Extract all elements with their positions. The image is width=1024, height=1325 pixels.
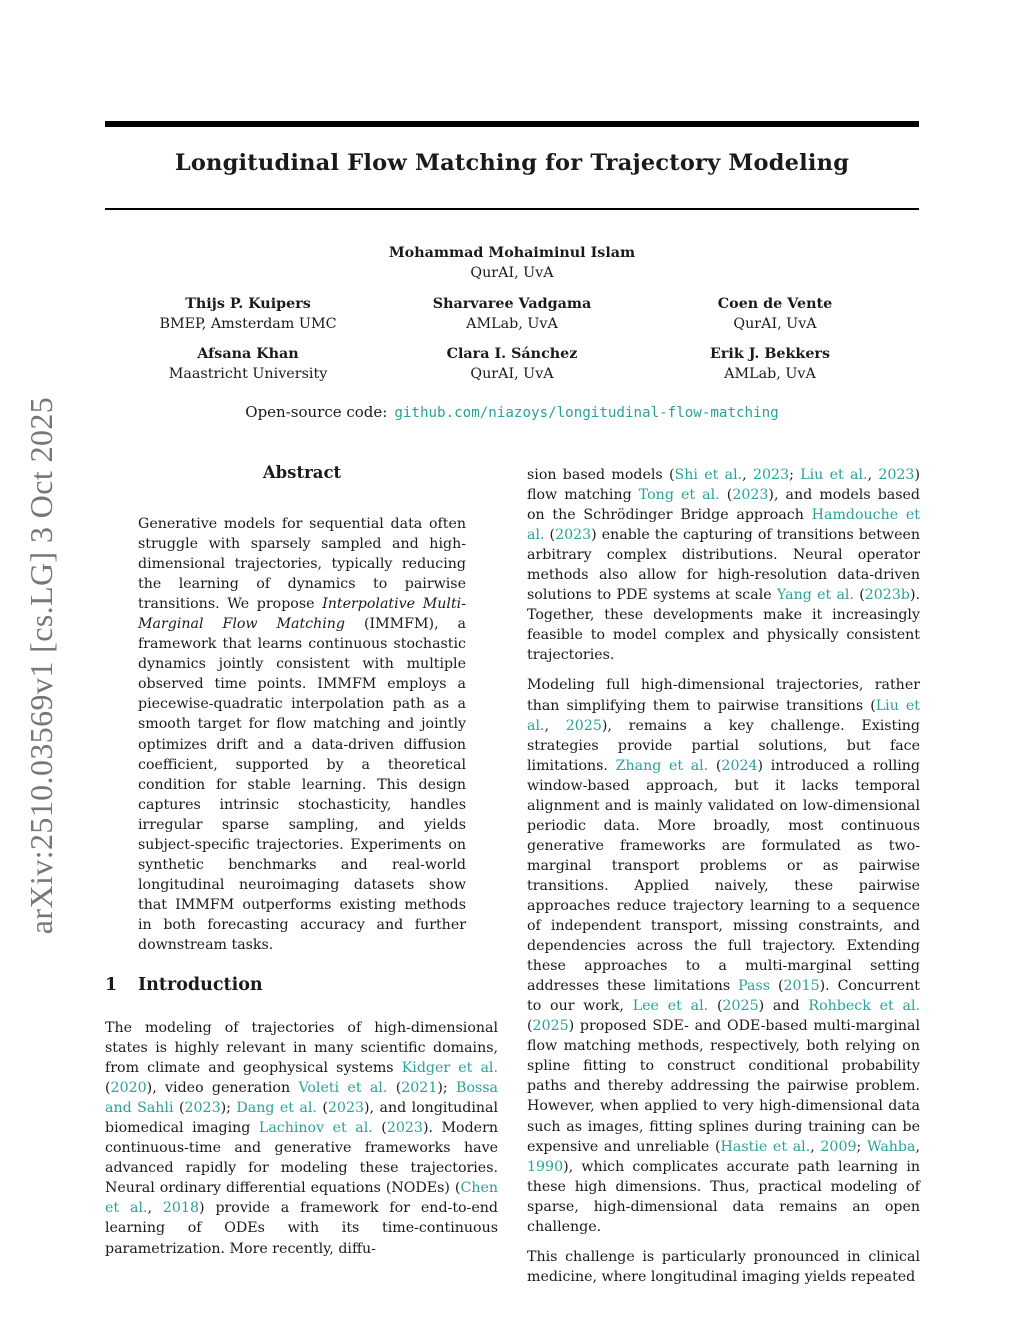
author-affiliation: BMEP, Amsterdam UMC xyxy=(159,316,337,332)
title-top-rule xyxy=(105,121,919,127)
citation-link[interactable]: 2024 xyxy=(721,757,758,774)
abstract-text: Generative models for sequential data often struggle with sparsely sampled and high-dimensional trajectories, typically reducing the learning of dynamics to pairwise transitions. We propose xyxy=(138,516,466,613)
author-affiliation: QurAI, UvA xyxy=(733,316,817,332)
citation-link[interactable]: 2023 xyxy=(386,1120,423,1137)
citation-link[interactable]: Lee et al. xyxy=(632,998,709,1015)
citation-link[interactable]: Rohbeck et al. xyxy=(808,998,921,1015)
author-name: Mohammad Mohaiminul Islam xyxy=(388,245,636,261)
citation-link[interactable]: Hastie et al. xyxy=(720,1138,811,1155)
method-name: Interpolative Multi-Marginal Flow Matching xyxy=(138,596,466,633)
citation-link[interactable]: Pass xyxy=(738,978,771,995)
code-label: Open-source code: xyxy=(245,403,388,421)
author-affiliation: Maastricht University xyxy=(168,366,328,382)
citation-link[interactable]: 2021 xyxy=(401,1080,438,1097)
intro-right-column xyxy=(527,465,920,1297)
author-affiliation: AMLab, UvA xyxy=(724,366,816,382)
citation-link[interactable]: 2023 xyxy=(752,467,790,483)
citation-link[interactable]: 1990 xyxy=(527,1158,564,1175)
author-block xyxy=(645,294,905,334)
paragraph: Modeling full high-dimensional trajectories, rather than simplifying them to pairwise transitions (Liu et al., 2025), remains a key challenge. Existing strategies provide partial solutions, but face limitations. Zhang et al. (2024) introduced a rolling window-based approach, but it lacks temporal alignment and is mainly validated on low-dimensional periodic data. More broadly, most continuous generative frameworks are formulated as two-marginal transport problems or as pairwise transitions. Applied naively, these pairwise approaches reduce trajectory learning to a sequence of independent transport, missing constraints, and dependencies across the full trajectory. Extending these approaches to a multi-marginal setting addresses these limitations Pass (2015). Concurrent to our work, Lee et al. (2025) and Rohbeck et al. (2025) proposed SDE- and ODE-based multi-marginal flow matching methods, respectively, both relying on spline fitting to construct conditional probability paths and thereby addressing the pairwise problem. However, when applied to very high-dimensional data such as images, fitting splines during training can be expensive and unreliable (Hastie et al., 2009; Wahba, 1990), which complicates accurate path learning in these high dimensions. Thus, practical modeling of sparse, high-dimensional data remains an open challenge. xyxy=(527,677,921,1235)
author-name: Erik J. Bekkers xyxy=(709,346,831,362)
paper-title: Longitudinal Flow Matching for Trajectory Modeling xyxy=(174,150,850,176)
citation-link[interactable]: 2025 xyxy=(565,717,602,734)
citation-link[interactable]: Yang et al. xyxy=(776,587,854,604)
citation-link[interactable]: Voleti et al. xyxy=(298,1080,388,1097)
code-repository-link[interactable]: github.com/niazoys/longitudinal-flow-matching xyxy=(394,405,779,421)
citation-link[interactable]: 2025 xyxy=(722,998,759,1015)
citation-link[interactable]: Tong et al. xyxy=(638,487,720,504)
citation-link[interactable]: 2023 xyxy=(732,487,769,504)
section-title: Introduction xyxy=(138,975,263,995)
citation-link[interactable]: 2023 xyxy=(555,527,592,544)
author-name: Sharvaree Vadgama xyxy=(432,296,592,312)
citation-link[interactable]: Wahba xyxy=(866,1138,916,1155)
arxiv-identifier: arXiv:2510.03569v1 [cs.LG] 3 Oct 2025 xyxy=(23,396,60,934)
author-name: Thijs P. Kuipers xyxy=(185,296,311,312)
title-bottom-rule xyxy=(105,208,919,210)
citation-link[interactable]: 2023 xyxy=(184,1100,221,1117)
citation-link[interactable]: Chen et al. xyxy=(105,1180,498,1217)
author-block xyxy=(382,294,642,334)
citation-link[interactable]: 2018 xyxy=(162,1200,200,1217)
section-number: 1 xyxy=(105,975,118,995)
citation-link[interactable]: 2023 xyxy=(878,467,915,483)
paragraph: sion based models (Shi et al., 2023; Liu et al., 2023) flow matching Tong et al. (2023), and models based on the Schrödinger Bridge approach Hamdouche et al. (2023) enable the capturing of transitions between arbitrary complex distributions. Neural operator methods also allow for high-resolution data-driven solutions to PDE systems at scale Yang et al. (2023b). Together, these developments make it increasingly feasible to model complex and physically consistent trajectories. xyxy=(527,467,920,664)
citation-link[interactable]: 2015 xyxy=(783,978,820,995)
citation-link[interactable]: 2025 xyxy=(532,1018,569,1035)
author-affiliation: AMLab, UvA xyxy=(466,316,558,332)
citation-link[interactable]: Hamdouche et al. xyxy=(527,507,920,544)
citation-link[interactable]: 2020 xyxy=(110,1080,147,1097)
citation-link[interactable]: Bossa and Sahli xyxy=(105,1080,499,1117)
abstract-heading: Abstract xyxy=(262,463,342,482)
author-block xyxy=(640,344,900,384)
author-affiliation: QurAI, UvA xyxy=(470,366,554,382)
author-block xyxy=(118,344,378,384)
paragraph: The modeling of trajectories of high-dimensional states is highly relevant in many scientific domains, from climate and geophysical systems Kidger et al. (2020), video generation Voleti et al. (2021); Bossa and Sahli (2023); Dang et al. (2023), and longitudinal biomedical imaging Lachinov et al. (2023). Modern continuous-time and generative frameworks have advanced rapidly for modeling these trajectories. Neural ordinary differential equations (NODEs) (Chen et al., 2018) provide a framework for end-to-end learning of ODEs with its time-continuous parametrization. More recently, diffu- xyxy=(105,1020,499,1257)
arxiv-sidebar xyxy=(10,380,74,950)
author-block xyxy=(382,344,642,384)
citation-link[interactable]: Kidger et al. xyxy=(401,1060,498,1077)
author-name: Clara I. Sánchez xyxy=(446,346,578,362)
author-block xyxy=(118,294,378,334)
citation-link[interactable]: 2023b xyxy=(864,587,910,604)
citation-link[interactable]: 2023 xyxy=(327,1100,364,1117)
citation-link[interactable]: Zhang et al. xyxy=(615,757,709,774)
abstract-text: (IMMFM), a framework that learns continuous stochastic dynamics jointly consistent with multiple observed time points. IMMFM employs a piecewise-quadratic interpolation path as a smooth target for flow matching and jointly optimizes drift and a data-driven diffusion coefficient, supported by a theoretical condition for stable learning. This design captures intrinsic stochasticity, handles irregular sparse sampling, and yields subject-specific trajectories. Experiments on synthetic benchmarks and real-world longitudinal neuroimaging datasets show that IMMFM outperforms existing methods in both forecasting accuracy and further downstream tasks. xyxy=(138,616,467,953)
author-name: Afsana Khan xyxy=(197,346,299,362)
section-heading-introduction xyxy=(105,975,263,995)
abstract-body xyxy=(138,514,466,955)
citation-link[interactable]: Shi et al. xyxy=(674,467,743,483)
paragraph: This challenge is particularly pronounced in clinical medicine, where longitudinal imaging yields repeated xyxy=(527,1248,920,1285)
author-affiliation: QurAI, UvA xyxy=(470,265,554,281)
author-name: Coen de Vente xyxy=(717,296,833,312)
author-block xyxy=(382,243,642,283)
citation-link[interactable]: Dang et al. xyxy=(236,1100,317,1117)
citation-link[interactable]: Lachinov et al. xyxy=(258,1120,373,1137)
citation-link[interactable]: Liu et al. xyxy=(527,697,920,734)
citation-link[interactable]: 2009 xyxy=(820,1138,857,1155)
intro-left-column xyxy=(105,1018,498,1259)
citation-link[interactable]: Liu et al. xyxy=(800,467,868,483)
code-availability xyxy=(105,403,919,421)
